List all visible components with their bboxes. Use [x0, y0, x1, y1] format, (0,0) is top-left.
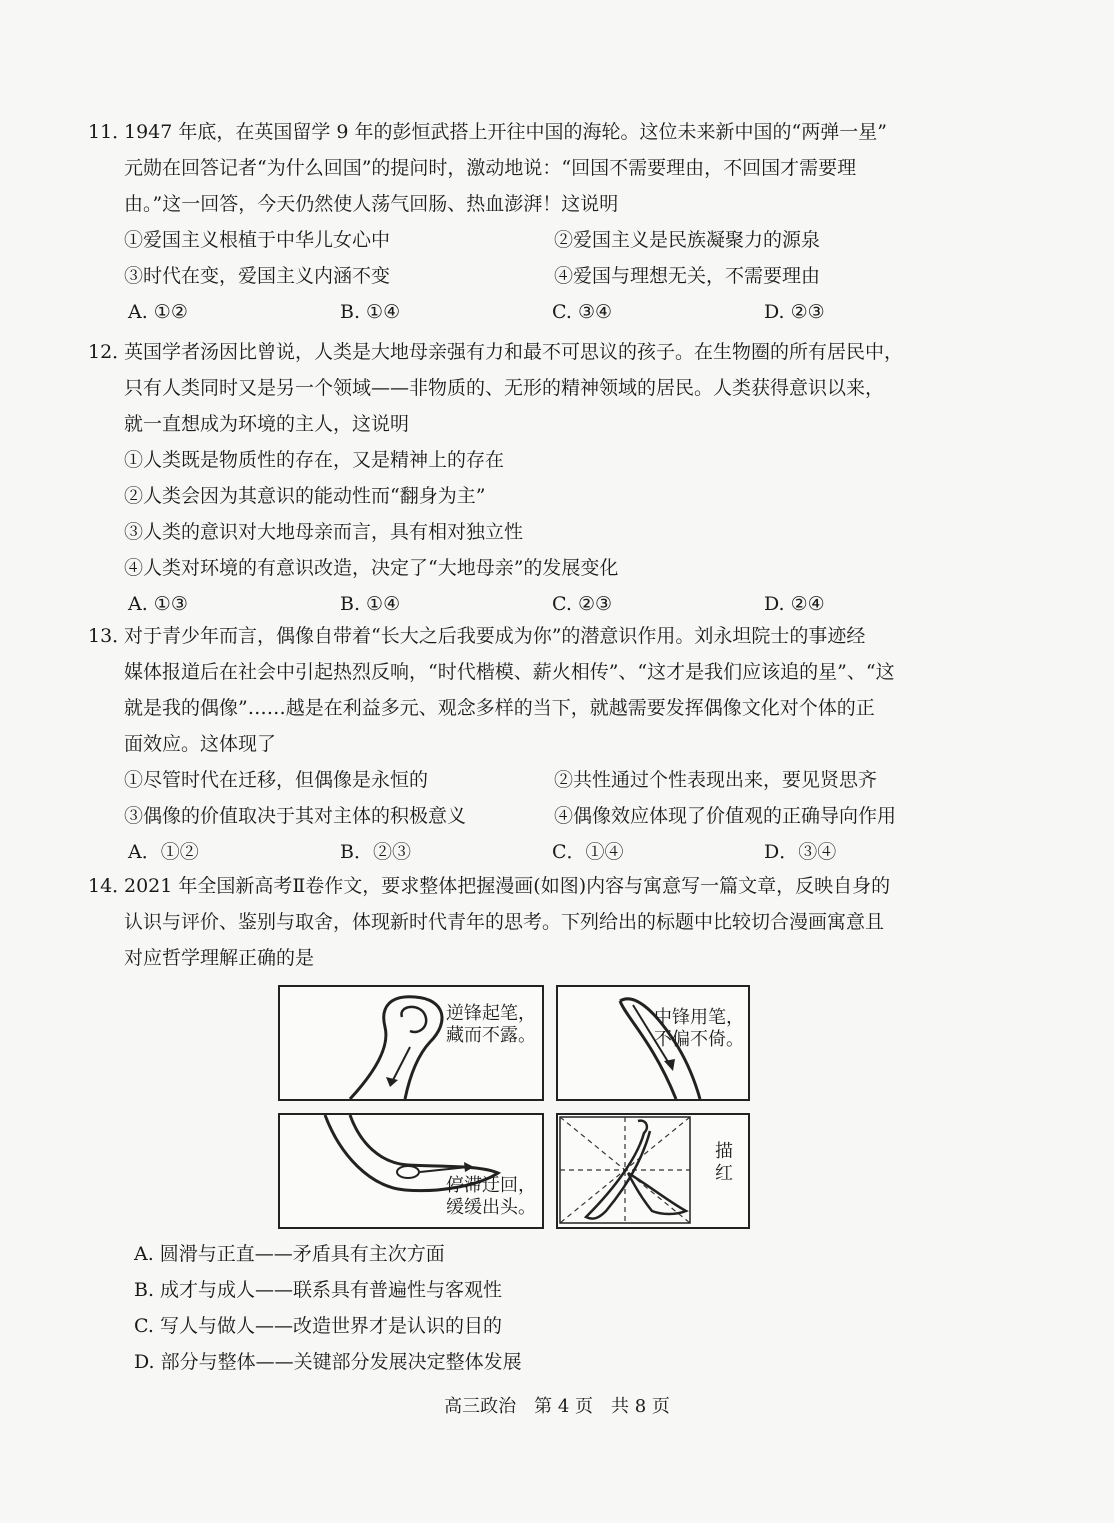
statement-1: ①尽管时代在迁移，但偶像是永恒的: [124, 769, 429, 791]
choice-a: A. ①②: [128, 301, 188, 323]
statement-4: ④偶像效应体现了价值观的正确导向作用: [554, 805, 897, 827]
panel-caption: 中锋用笔，: [654, 1007, 744, 1028]
choice-b: B. 成才与成人——联系具有普遍性与客观性: [134, 1279, 503, 1301]
stem-line: 面效应。这体现了: [124, 733, 277, 755]
question-stem: [88, 618, 988, 762]
cartoon-panel-1: [278, 985, 544, 1101]
choice-c: C. ③④: [552, 301, 613, 323]
panel-caption: 缓缓出头。: [446, 1197, 536, 1218]
question-number: 13．: [88, 625, 132, 647]
statement-1: ①人类既是物质性的存在，又是精神上的存在: [124, 449, 505, 471]
stem-line: 只有人类同时又是另一个领域——非物质的、无形的精神领域的居民。人类获得意识以来，: [124, 377, 885, 399]
choice-a: A．①②: [128, 841, 199, 863]
statement-2: ②共性通过个性表现出来，要见贤思齐: [554, 769, 878, 791]
question-13: [88, 618, 988, 870]
panel-caption: 逆锋起笔，: [446, 1003, 536, 1024]
choice-c: C. 写人与做人——改造世界才是认识的目的: [134, 1315, 502, 1337]
choice-d: D. ②④: [764, 593, 825, 615]
choice-b: B. ①④: [340, 301, 401, 323]
choice-c: C．①④: [552, 841, 624, 863]
choice-d: D. 部分与整体——关键部分发展决定整体发展: [134, 1351, 522, 1373]
choice-c: C. ②③: [552, 593, 613, 615]
stem-line: 就一直想成为环境的主人，这说明: [124, 413, 410, 435]
stem-line: 元勋在回答记者“为什么回国”的提问时，激动地说：“回国不需要理由，不回国才需要理: [124, 157, 857, 179]
cartoon-panel-4: [556, 1113, 750, 1229]
panel-caption: 停滞迂回，: [446, 1175, 536, 1196]
calligraphy-cartoon: [278, 985, 750, 1227]
statement-3: ③时代在变，爱国主义内涵不变: [124, 265, 391, 287]
stem-line: 英国学者汤因比曾说，人类是大地母亲强有力和最不可思议的孩子。在生物圈的所有居民中，: [124, 341, 904, 363]
stem-line: 2021 年全国新高考Ⅱ卷作文，要求整体把握漫画(如图)内容与寓意写一篇文章，反映自身的: [124, 875, 891, 897]
question-11: [88, 114, 988, 330]
choice-d: D．③④: [764, 841, 837, 863]
choice-d: D. ②③: [764, 301, 825, 323]
stem-line: 就是我的偶像”……越是在利益多元、观念多样的当下，就越需要发挥偶像文化对个体的正: [124, 697, 875, 719]
cartoon-panel-2: [556, 985, 750, 1101]
question-14-choices: [134, 1236, 522, 1380]
choice-a: A. 圆滑与正直——矛盾具有主次方面: [134, 1243, 445, 1265]
cartoon-panel-3: [278, 1113, 544, 1229]
statement-2: ②爱国主义是民族凝聚力的源泉: [554, 229, 821, 251]
page-footer: 高三政治 第 4 页 共 8 页: [444, 1396, 670, 1417]
statement-4: ④人类对环境的有意识改造，决定了“大地母亲”的发展变化: [124, 557, 619, 579]
panel-caption: 不偏不倚。: [654, 1029, 744, 1050]
question-stem: [88, 114, 988, 222]
stem-line: 媒体报道后在社会中引起热烈反响，“时代楷模、薪火相传”、“这才是我们应该追的星”、“这: [124, 661, 895, 683]
stem-line: 对应哲学理解正确的是: [124, 947, 315, 969]
panel-caption: 红: [715, 1163, 733, 1184]
question-number: 14．: [88, 875, 132, 897]
choice-a: A. ①③: [128, 593, 188, 615]
choice-b: B．②③: [340, 841, 411, 863]
panel-caption: 描: [715, 1141, 733, 1162]
question-stem: [88, 868, 988, 976]
statement-4: ④爱国与理想无关，不需要理由: [554, 265, 821, 287]
stem-line: 由。”这一回答，今天仍然使人荡气回肠、热血澎湃！这说明: [124, 193, 619, 215]
statement-3: ③人类的意识对大地母亲而言，具有相对独立性: [124, 521, 524, 543]
panel-caption: 藏而不露。: [446, 1025, 536, 1046]
question-14: [88, 868, 988, 976]
question-12: [88, 334, 988, 622]
choice-b: B. ①④: [340, 593, 401, 615]
statement-3: ③偶像的价值取决于其对主体的积极意义: [124, 805, 467, 827]
question-number: 12．: [88, 341, 132, 363]
stem-line: 认识与评价、鉴别与取舍，体现新时代青年的思考。下列给出的标题中比较切合漫画寓意且: [124, 911, 885, 933]
question-number: 11．: [88, 121, 132, 143]
statement-1: ①爱国主义根植于中华儿女心中: [124, 229, 391, 251]
stem-line: 对于青少年而言，偶像自带着“长大之后我要成为你”的潜意识作用。刘永坦院士的事迹经: [124, 625, 866, 647]
statement-2: ②人类会因为其意识的能动性而“翻身为主”: [124, 485, 486, 507]
stem-line: 1947 年底，在英国留学 9 年的彭恒武搭上开往中国的海轮。这位未来新中国的“两弹一星”: [124, 121, 887, 143]
question-stem: [88, 334, 988, 442]
